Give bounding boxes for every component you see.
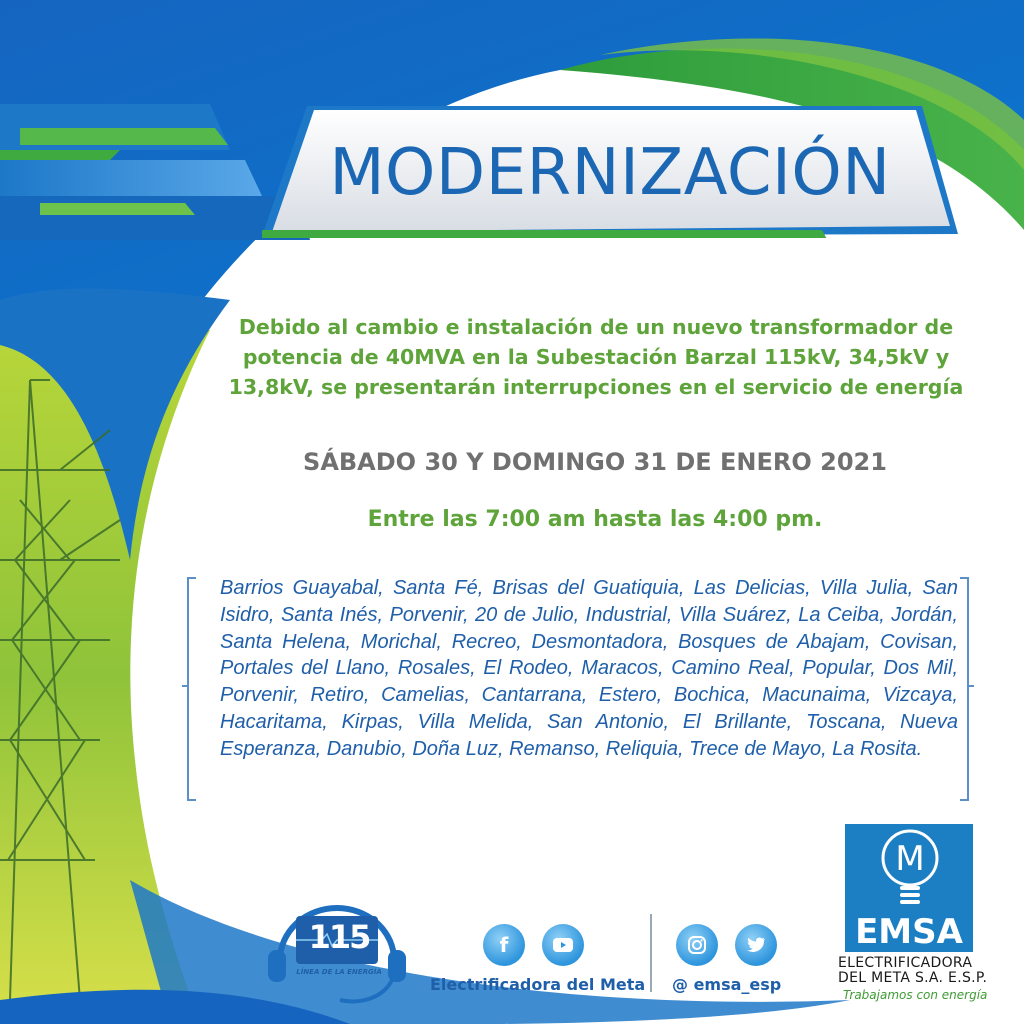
date-heading: SÁBADO 30 Y DOMINGO 31 DE ENERO 2021 xyxy=(303,448,887,476)
facebook-icon[interactable]: f xyxy=(483,924,525,966)
hotline-number: 115 xyxy=(308,918,370,956)
emsa-line2: DEL META S.A. E.S.P. xyxy=(838,970,988,986)
footer-divider xyxy=(650,914,652,992)
left-bracket xyxy=(182,576,196,802)
twitter-glyph xyxy=(746,936,766,954)
youtube-glyph xyxy=(553,938,573,952)
youtube-icon[interactable] xyxy=(542,924,584,966)
hours-text: Entre las 7:00 am hasta las 4:00 pm. xyxy=(367,507,823,532)
hotline-label: LÍNEA DE LA ENERGÍA xyxy=(296,968,382,976)
social-handle-label[interactable]: @ emsa_esp xyxy=(672,975,782,994)
intro-text: Debido al cambio e instalación de un nuevo transformador de potencia de 40MVA en la Subestación Barzal 115kV, 34,5kV y 13,8kV, se presentarán interrupciones en el servicio de energía xyxy=(228,315,964,399)
twitter-icon[interactable] xyxy=(735,924,777,966)
instagram-glyph xyxy=(687,935,707,955)
instagram-icon[interactable] xyxy=(676,924,718,966)
neighborhood-list: Barrios Guayabal, Santa Fé, Brisas del Guatiquia, Las Delicias, Villa Julia, San Isidro, Santa Inés, Porvenir, 20 de Julio, Industrial, Villa Suárez, La Ceiba, Jordán, Santa Helena, Morichal, Recreo, Desmontadora, Bosques de Abajam, Covisan, Portales del Llano, Rosales, El Rodeo, Maracos, Camino Real, Popular, Dos Mil, Porvenir, Retiro, Camelias, Cantarrana, Estero, Bochica, Macunaima, Vizcaya, Hacaritama, Kirpas, Villa Melida, San Antonio, El Brillante, Toscana, Nueva Esperanza, Danubio, Doña Luz, Remanso, Reliquia, Trece de Mayo, La Rosita. xyxy=(220,577,958,760)
svg-text:M: M xyxy=(895,839,925,879)
lightbulb-icon xyxy=(878,826,942,910)
page-title: MODERNIZACIÓN xyxy=(329,136,891,210)
emsa-tagline: Trabajamos con energía xyxy=(843,988,988,1002)
right-bracket xyxy=(960,576,974,802)
emsa-line1: ELECTRIFICADORA xyxy=(838,955,973,971)
emsa-brand: EMSA xyxy=(855,912,963,952)
social-name-label[interactable]: Electrificadora del Meta xyxy=(430,975,646,994)
